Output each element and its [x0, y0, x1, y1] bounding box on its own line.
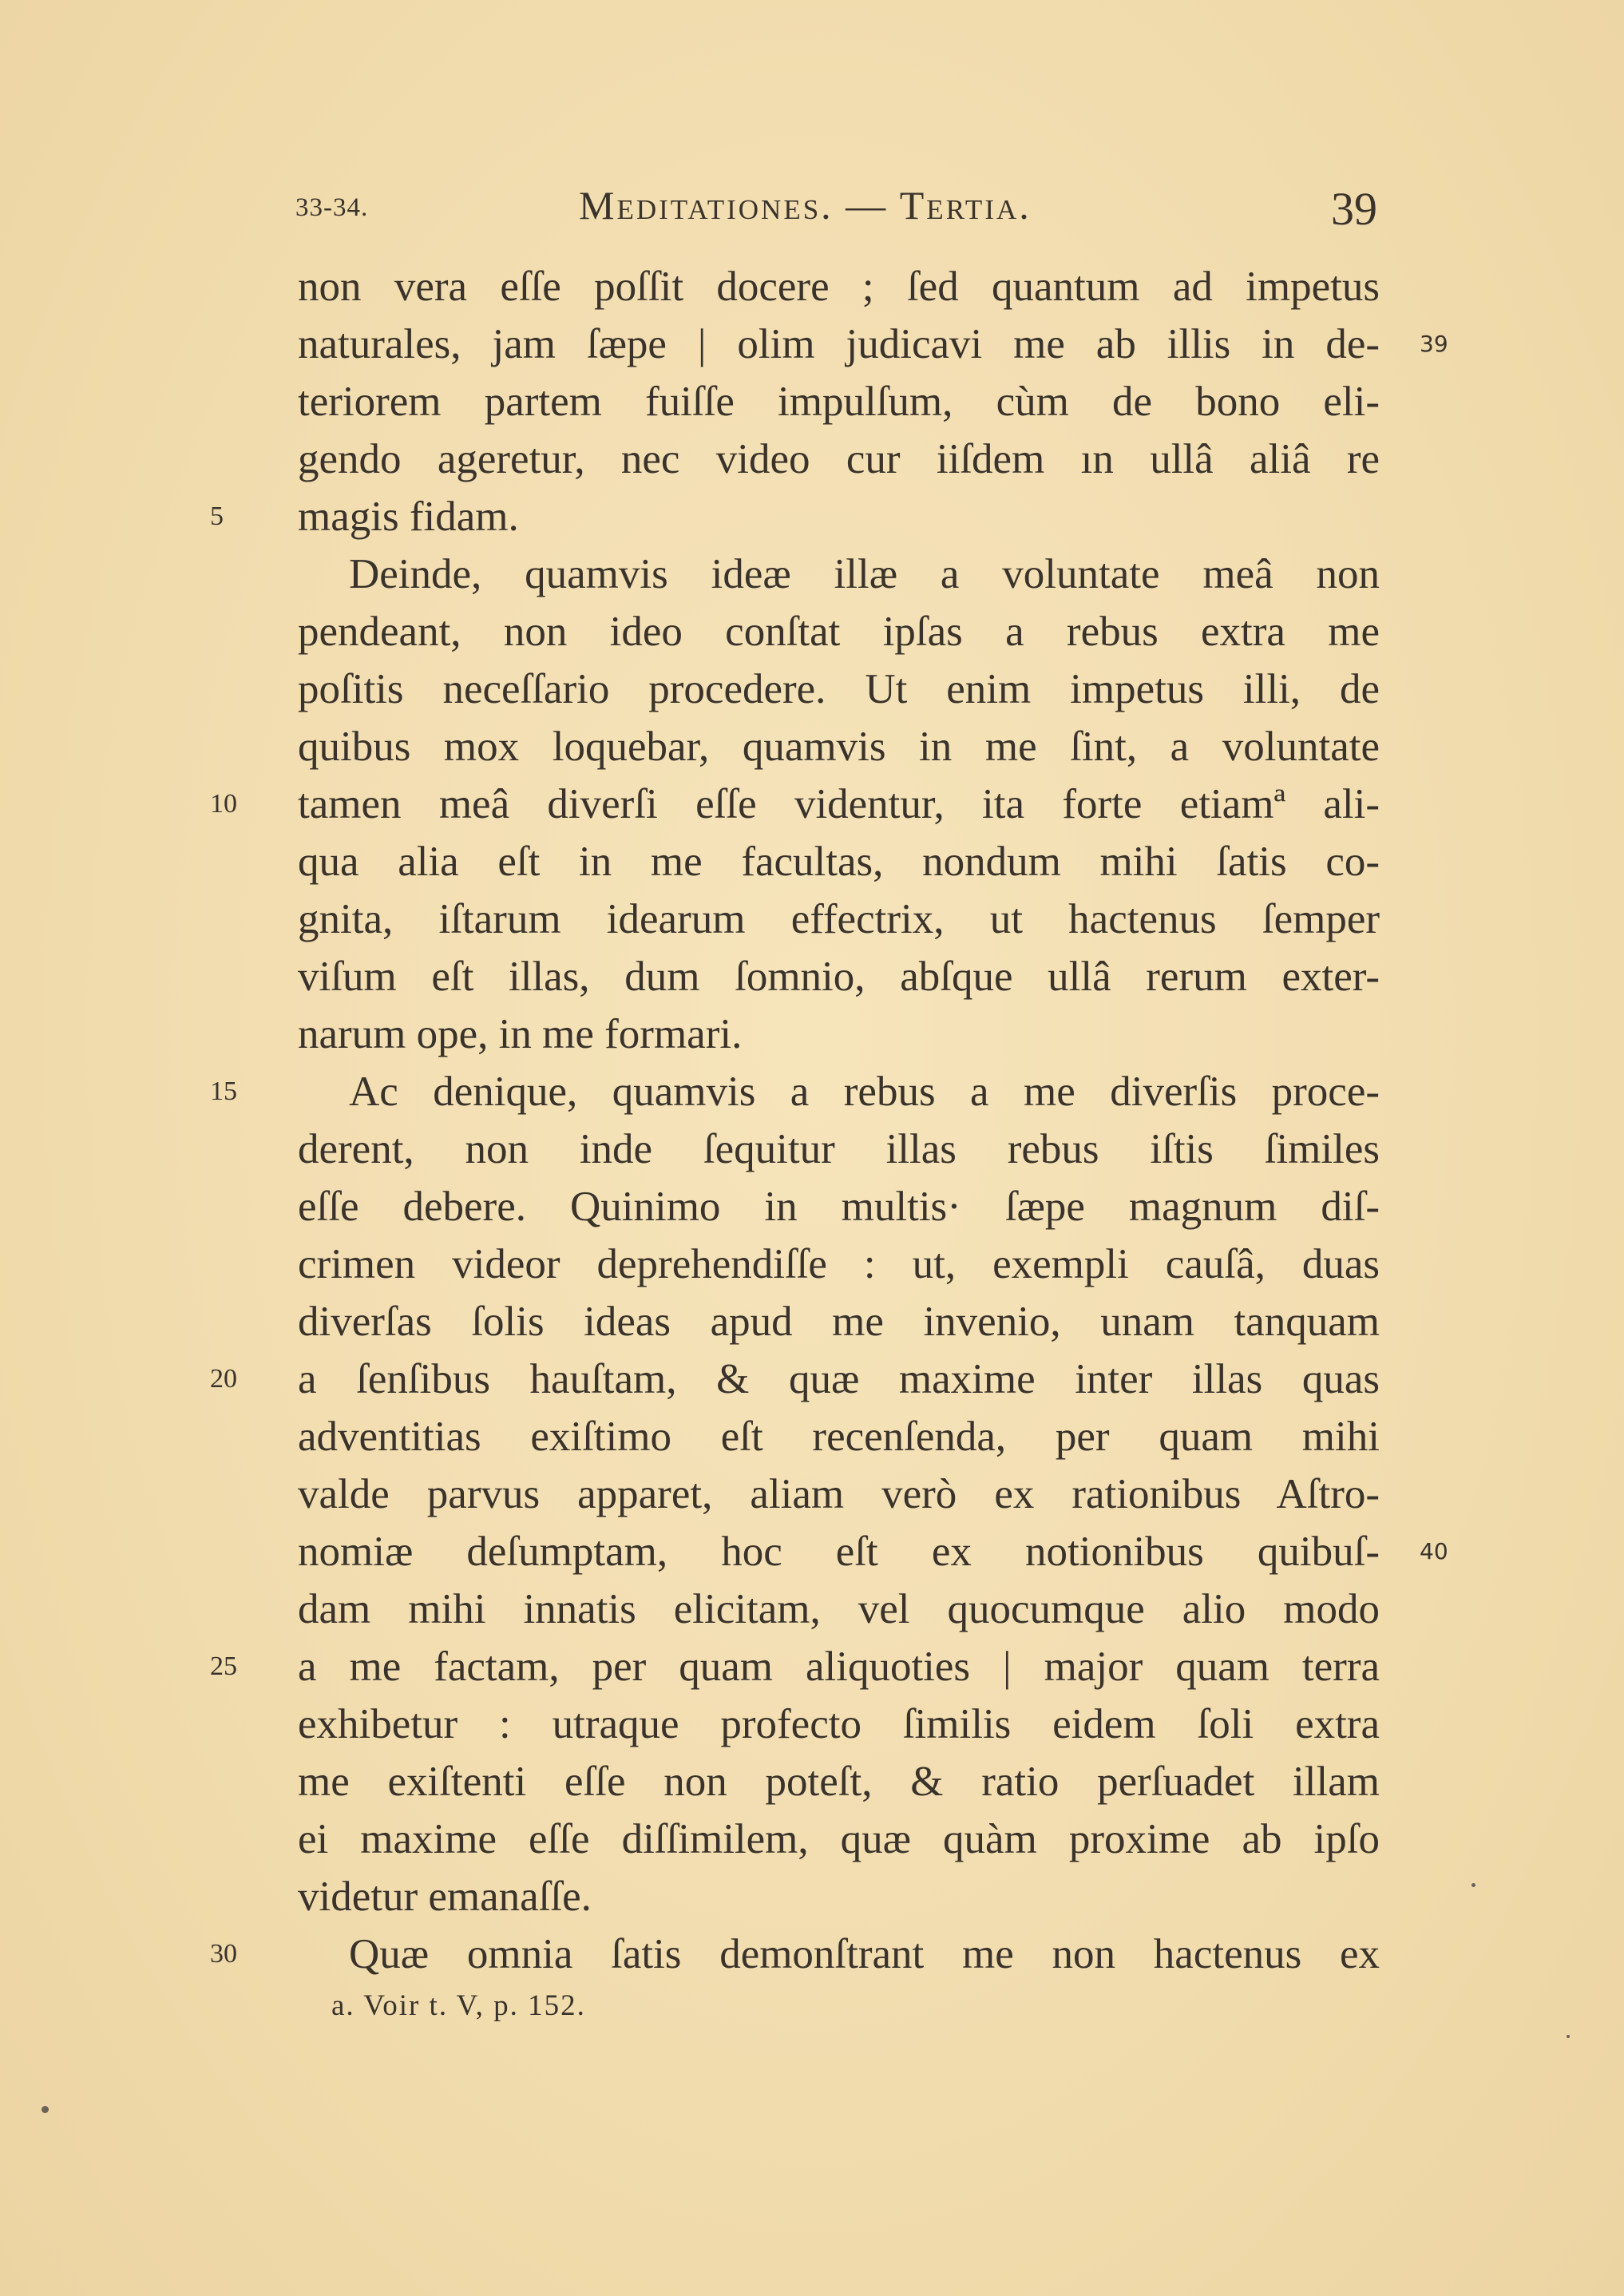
- line-text: crimen videor deprehendiſſe : ut, exempli cauſâ, duas: [298, 1241, 1380, 1287]
- text-line: [298, 833, 1380, 890]
- line-number: 25: [210, 1652, 237, 1681]
- text-line: [298, 1753, 1380, 1810]
- line-text: me exiſtenti eſſe non poteſt, & ratio perſuadet illam: [298, 1759, 1380, 1805]
- line-text: Quæ omnia ſatis demonſtrant me non hactenus ex: [349, 1931, 1380, 1977]
- text-line: [298, 1235, 1380, 1293]
- line-number: 20: [210, 1364, 237, 1394]
- line-number: 5: [210, 502, 224, 531]
- text-line: [210, 1925, 1380, 1983]
- line-text: dam mihi innatis elicitam, vel quocumque alio modo: [298, 1586, 1380, 1632]
- text-line: [298, 1005, 1380, 1063]
- line-text: videtur emanaſſe.: [298, 1874, 592, 1920]
- text-line: [298, 1580, 1380, 1638]
- folio-reference: 33-34.: [295, 193, 369, 222]
- text-line: [298, 1810, 1380, 1868]
- paper-speck: [1472, 1883, 1475, 1887]
- running-header: [295, 182, 1377, 238]
- text-line: [298, 430, 1380, 488]
- line-text: diverſas ſolis ideas apud me invenio, unam tanquam: [298, 1299, 1380, 1345]
- line-text: viſum eſt illas, dum ſomnio, abſque ullâ rerum exter-: [298, 954, 1380, 1000]
- text-line: [298, 1178, 1380, 1235]
- text-line: [210, 488, 1380, 545]
- running-title: Meditationes. — Tertia.: [579, 183, 1032, 228]
- line-text: eſſe debere. Quinimo in multis· ſæpe magnum diſ-: [298, 1184, 1380, 1230]
- text-line: [210, 1350, 1380, 1408]
- line-text: derent, non inde ſequitur illas rebus iſtis ſimiles: [298, 1126, 1380, 1172]
- text-line: [298, 1868, 1380, 1925]
- line-number: 10: [210, 789, 237, 819]
- text-line: [298, 1293, 1380, 1350]
- text-line: [298, 315, 1448, 373]
- line-text: nomiæ deſumptam, hoc eſt ex notionibus quibuſ-: [298, 1529, 1380, 1575]
- text-line: [298, 890, 1380, 948]
- line-text: tamen meâ diverſi eſſe videntur, ita forte etiamª ali-: [298, 781, 1380, 827]
- line-text: valde parvus apparet, aliam verò ex rationibus Aſtro-: [298, 1471, 1380, 1517]
- line-text: Ac denique, quamvis a rebus a me diverſis proce-: [349, 1069, 1380, 1115]
- text-line: [210, 775, 1380, 833]
- text-line: [298, 1695, 1380, 1753]
- line-text: narum ope, in me formari.: [298, 1011, 743, 1057]
- text-line: [298, 545, 1380, 603]
- text-line: [298, 718, 1380, 775]
- line-text: a me factam, per quam aliquoties | major quam terra: [298, 1644, 1380, 1690]
- line-text: quibus mox loquebar, quamvis in me ſint, a voluntate: [298, 724, 1380, 770]
- line-text: naturales, jam ſæpe | olim judicavi me ab illis in de-: [298, 321, 1380, 367]
- margin-page-reference: 40: [1420, 1538, 1448, 1564]
- text-line: [298, 373, 1380, 430]
- line-text: teriorem partem fuiſſe impulſum, cùm de bono eli-: [298, 379, 1380, 425]
- line-text: qua alia eſt in me facultas, nondum mihi ſatis co-: [298, 839, 1380, 885]
- text-line: [298, 1465, 1380, 1523]
- text-line: [298, 1120, 1380, 1178]
- text-line: [210, 1638, 1380, 1695]
- text-line: [298, 258, 1380, 315]
- line-text: a ſenſibus hauſtam, & quæ maxime inter illas quas: [298, 1356, 1380, 1402]
- body-text: [210, 258, 1448, 1983]
- line-text: adventitias exiſtimo eſt recenſenda, per quam mihi: [298, 1414, 1380, 1460]
- line-number: 15: [210, 1077, 237, 1106]
- text-line: [298, 1408, 1380, 1465]
- line-text: pendeant, non ideo conſtat ipſas a rebus extra me: [298, 609, 1380, 655]
- text-line: [210, 1063, 1380, 1120]
- paper-speck: [42, 2106, 49, 2113]
- footnote: a. Voir t. V, p. 152.: [331, 1989, 586, 2022]
- text-line: [298, 603, 1380, 660]
- line-text: gnita, iſtarum idearum effectrix, ut hactenus ſemper: [298, 896, 1380, 942]
- line-text: non vera eſſe poſſit docere ; ſed quantum ad impetus: [298, 264, 1380, 310]
- margin-page-reference: 39: [1420, 331, 1448, 357]
- text-line: [298, 1523, 1448, 1580]
- line-text: ei maxime eſſe diſſimilem, quæ quàm proxime ab ipſo: [298, 1816, 1380, 1862]
- line-text: Deinde, quamvis ideæ illæ a voluntate meâ non: [349, 551, 1380, 597]
- line-text: magis fidam.: [298, 494, 519, 540]
- line-text: exhibetur : utraque profecto ſimilis eidem ſoli extra: [298, 1701, 1380, 1747]
- line-text: gendo ageretur, nec video cur iiſdem ın ullâ aliâ re: [298, 436, 1380, 482]
- text-line: [298, 948, 1380, 1005]
- line-number: 30: [210, 1939, 237, 1969]
- text-line: [298, 660, 1380, 718]
- paper-speck: [1567, 2035, 1570, 2038]
- line-text: poſitis neceſſario procedere. Ut enim impetus illi, de: [298, 666, 1380, 712]
- page-number: 39: [1331, 183, 1377, 235]
